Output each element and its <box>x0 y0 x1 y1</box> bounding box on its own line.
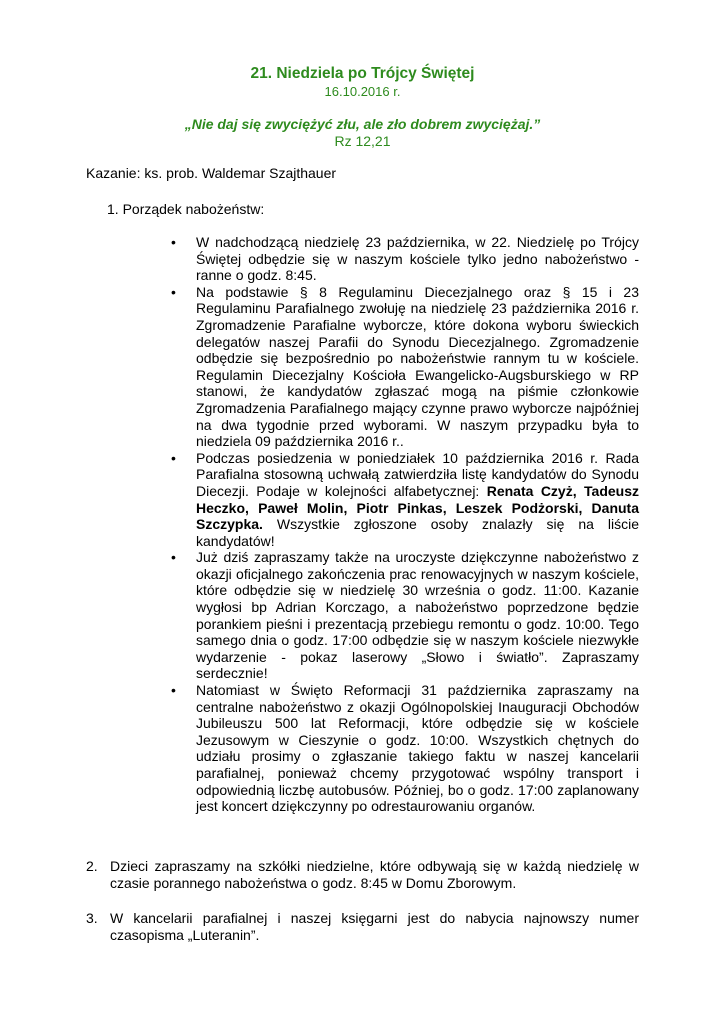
list-item-text: Podczas posiedzenia w poniedziałek 10 października 2016 r. Rada Parafialna stosowną uchwałą zatwierdziła listę kandydatów do Synodu Diecezji. Podaje w kolejności alfabetycznej: <box>196 449 639 499</box>
section-number: 2. <box>86 858 98 874</box>
list-item-text: Natomiast w Święto Reformacji 31 października zapraszamy na centralne nabożeństwo z okazji Ogólnopolskiej Inauguracji Obchodów Jubileuszu 500 lat Reformacji, które odbędzie się w kościele Jezusowym w Cieszynie o godz. 10:00. Wszystkich chętnych do udziału prosimy o zgłaszanie takiego faktu w naszej kancelarii parafialnej, ponieważ chcemy przygotować wspólny transport i odpowiednią liczbę autobusów. Później, bo o godz. 17:00 zaplanowany jest koncert dziękczynny po odrestaurowaniu organów. <box>196 682 639 815</box>
sermon-preacher: Kazanie: ks. prob. Waldemar Szajthauer <box>86 165 337 181</box>
section-1-heading: 1. Porządek nabożeństw: <box>107 201 265 217</box>
service-date: 16.10.2016 r. <box>324 84 401 99</box>
list-item-text: Na podstawie § 8 Regulaminu Diecezjalnego oraz § 15 i 23 Regulaminu Parafialnego zwołuję na niedzielę 23 października 2016 r. Zgromadzenie Parafialne wyborcze, które dokona wyboru świeckich delegatów naszej Parafii do Synodu Diecezjalnego. Zgromadzenie odbędzie się bezpośrednio po nabożeństwie rannym tu w kościele. Regulamin Diecezjalny Kościoła Ewangelicko-Augsburskiego w RP stanowi, że kandydatów zgłaszać mogą na piśmie członkowie Zgromadzenia Parafialnego mający czynne prawo wyborcze najpóźniej na dwa tygodnie przed wyborami. W naszym przypadku była to niedziela 09 października 2016 r.. <box>196 283 639 450</box>
bullet-icon: • <box>171 682 176 699</box>
section-text: W kancelarii parafialnej i naszej księgarni jest do nabycia najnowszy numer czasopisma „Luteranin”. <box>110 910 639 943</box>
page-title: 21. Niedziela po Trójcy Świętej <box>250 65 475 82</box>
list-item <box>171 234 639 284</box>
section-text: Dzieci zapraszamy na szkółki niedzielne, które odbywają się w każdą niedzielę w czasie porannego nabożeństwa o godz. 8:45 w Domu Zborowym. <box>110 858 639 891</box>
list-item <box>171 549 639 682</box>
section-3 <box>86 910 639 944</box>
bullet-icon: • <box>171 283 176 300</box>
list-item-text: Już dziś zapraszamy także na uroczyste dziękczynne nabożeństwo z okazji oficjalnego zakończenia prac renowacyjnych w naszym kościele, które odbędzie się w niedzielę 30 września o godz. 11:00. Kazanie wygłosi bp Adrian Korczago, a nabożeństwo poprzedzone będzie porankiem pieśni i prezentacją przebiegu remontu o godz. 10:00. Tego samego dnia o godz. 17:00 odbędzie się w naszym kościele niezwykłe wydarzenie - pokaz laserowy „Słowo i światło”. Zapraszamy serdecznie! <box>196 549 639 682</box>
bullet-icon: • <box>171 449 176 466</box>
scripture-reference: Rz 12,21 <box>334 133 391 149</box>
list-item-text: Wszystkie zgłoszone osoby znalazły się na liście kandydatów! <box>196 516 639 549</box>
candidate-names: Renata Czyż, Tadeusz Heczko, Paweł Molin, Piotr Pinkas, Leszek Podżorski, Danuta Szczypka. <box>196 482 639 533</box>
list-item <box>171 682 639 815</box>
list-item <box>171 284 639 450</box>
list-item <box>171 450 639 550</box>
list-item-text: W nadchodzącą niedzielę 23 października, w 22. Niedzielę po Trójcy Świętej odbędzie się w naszym kościele tylko jedno nabożeństwo - ranne o godz. 8:45. <box>196 234 639 284</box>
bullet-icon: • <box>171 234 176 250</box>
scripture-quote: „Nie daj się zwyciężyć złu, ale zło dobrem zwyciężaj.” <box>184 116 541 132</box>
section-number: 3. <box>86 910 98 926</box>
bullet-icon: • <box>171 549 176 566</box>
service-order-list <box>171 234 639 815</box>
section-2 <box>86 858 639 892</box>
